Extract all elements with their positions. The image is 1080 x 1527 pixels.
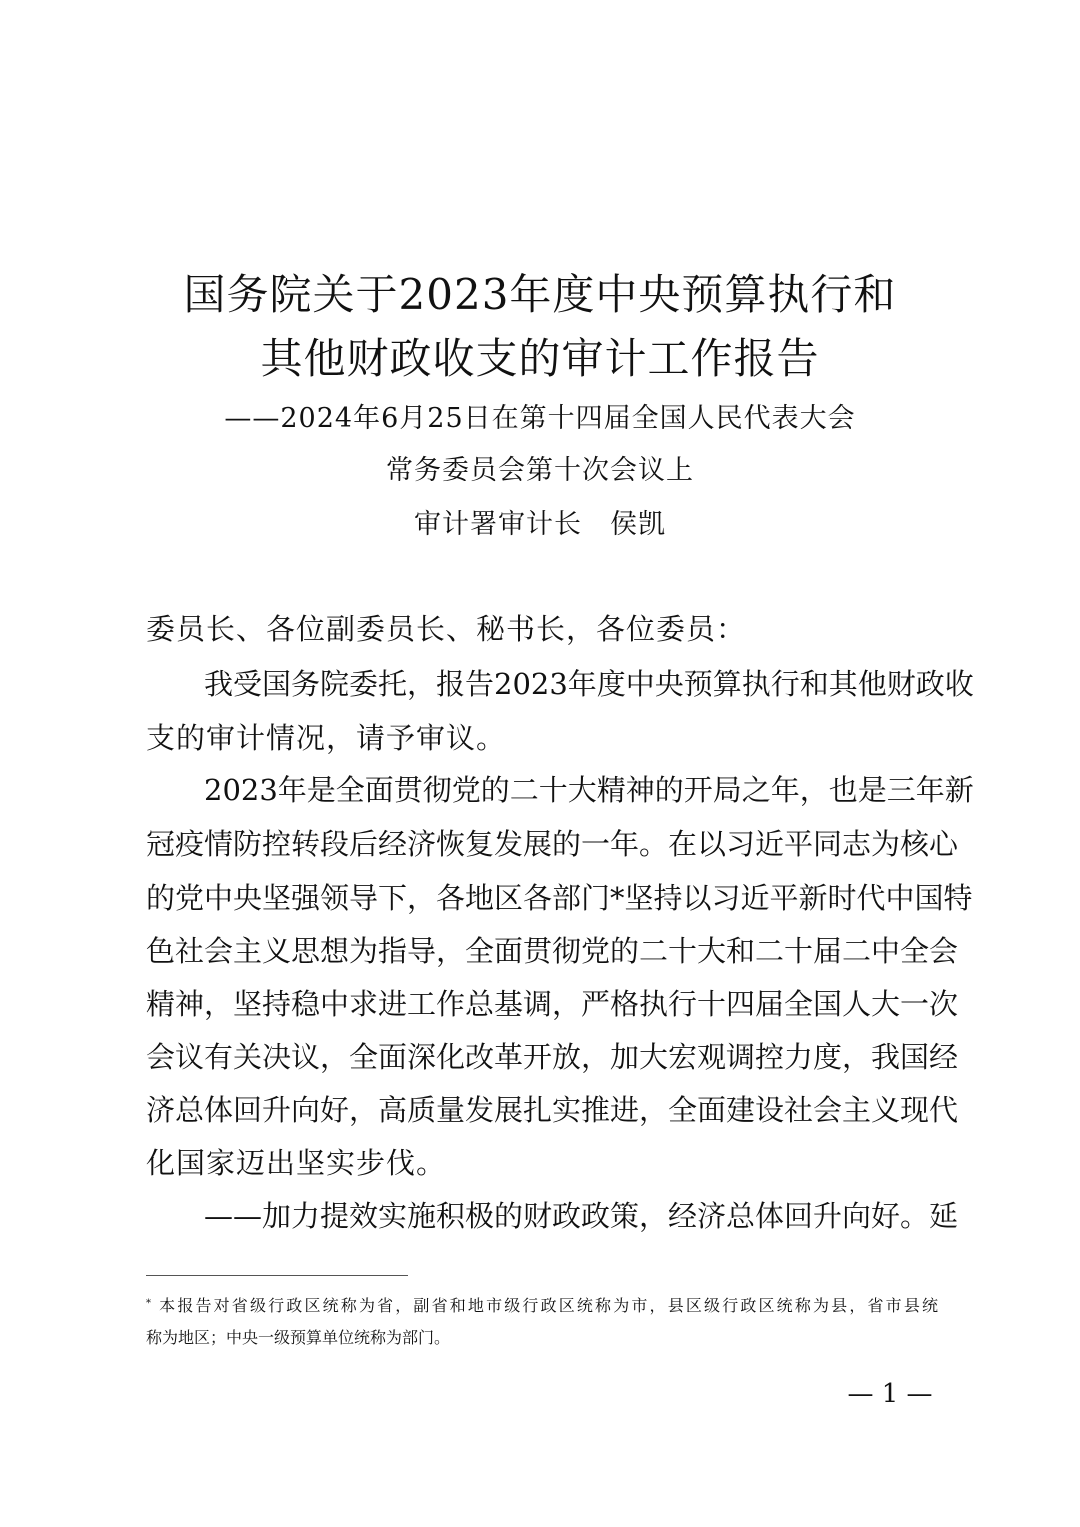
body-line: 会议有关决议，全面深化改革开放，加大宏观调控力度，我国经 <box>146 1040 959 1074</box>
footnote-line-1 <box>146 1295 938 1317</box>
page-number: — 1 — <box>847 1379 933 1409</box>
footnote-separator <box>146 1275 408 1276</box>
footnote-mark: * <box>146 1298 151 1309</box>
salutation: 委员长、各位副委员长、秘书长，各位委员： <box>146 612 747 646</box>
body-line: 精神，坚持稳中求进工作总基调，严格执行十四届全国人大一次 <box>146 987 959 1021</box>
report-subtitle-line-1: ——2024年6月25日在第十四届全国人民代表大会 <box>224 403 856 434</box>
body-line: 化国家迈出坚实步伐。 <box>146 1146 447 1180</box>
body-line: 支的审计情况，请予审议。 <box>146 721 507 755</box>
body-line: 我受国务院委托，报告2023年度中央预算执行和其他财政收 <box>204 667 974 701</box>
report-title-line-2: 其他财政收支的审计工作报告 <box>260 334 820 383</box>
body-line: 的党中央坚强领导下，各地区各部门*坚持以习近平新时代中国特 <box>146 881 973 915</box>
report-subtitle-line-2: 常务委员会第十次会议上 <box>386 455 694 486</box>
footnote-line-2: 称为地区；中央一级预算单位统称为部门。 <box>146 1328 451 1347</box>
report-author: 审计署审计长 侯凯 <box>414 509 666 540</box>
footnote-text: 本报告对省级行政区统称为省，副省和地市级行政区统称为市，县区级行政区统称为县，省市县统 <box>157 1296 938 1315</box>
body-line: 2023年是全面贯彻党的二十大精神的开局之年，也是三年新 <box>204 773 974 807</box>
body-line: 色社会主义思想为指导，全面贯彻党的二十大和二十届二中全会 <box>146 934 959 968</box>
report-title-line-1: 国务院关于2023年度中央预算执行和 <box>183 270 897 319</box>
body-line: 济总体回升向好，高质量发展扎实推进，全面建设社会主义现代 <box>146 1093 959 1127</box>
body-line: ——加力提效实施积极的财政政策，经济总体回升向好。延 <box>204 1199 959 1233</box>
body-line: 冠疫情防控转段后经济恢复发展的一年。在以习近平同志为核心 <box>146 827 959 861</box>
